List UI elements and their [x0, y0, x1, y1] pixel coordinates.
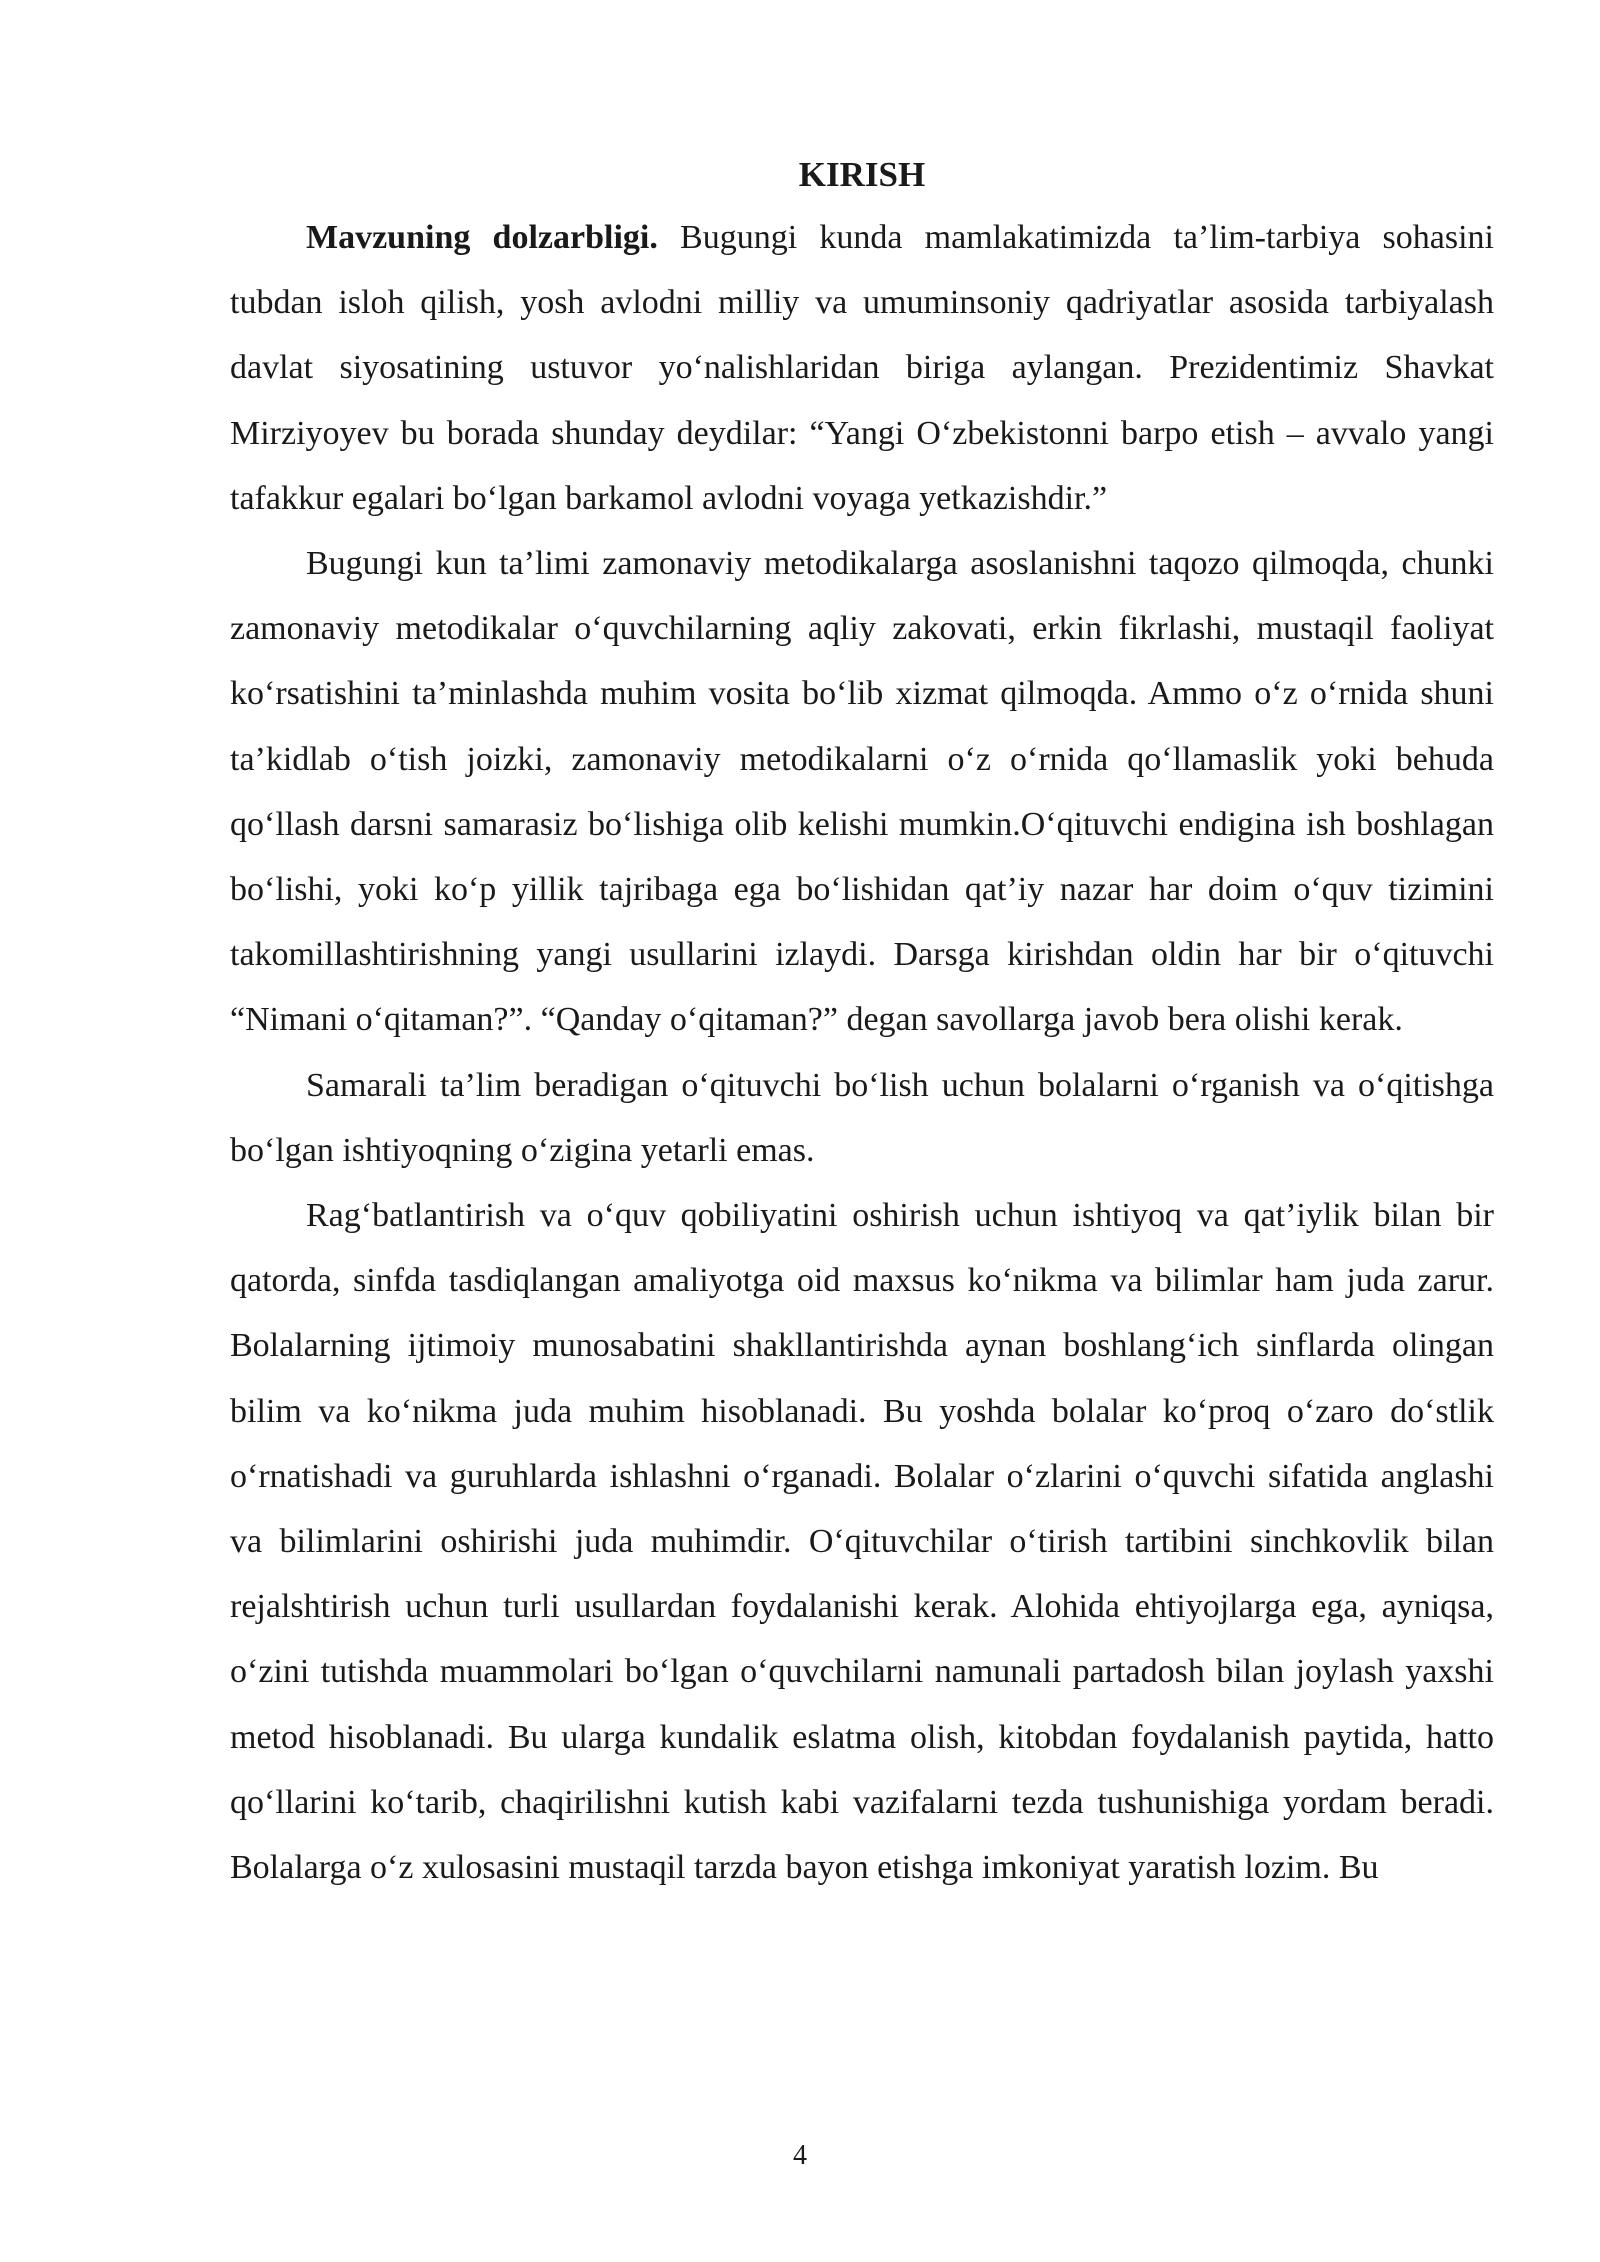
paragraph-text: Rag‘batlantirish va o‘quv qobiliyatini oshirish uchun ishtiyoq va qat’iylik bilan bir qatorda, sinfda tasdiqlangan amaliyotga oid maxsus ko‘nikma va bilimlar ham juda zarur. Bolalarning ijtimoiy munosabatini shakllantirishda aynan boshlang‘ich sinflarda olingan bilim va ko‘nikma juda muhim hisoblanadi. Bu yoshda bolalar ko‘proq o‘zaro do‘stlik o‘rnatishadi va guruhlarda ishlashni o‘rganadi. Bolalar o‘zlarini o‘quvchi sifatida anglashi va bilimlarini oshirishi juda muhimdir. O‘qituvchilar o‘tirish tartibini sinchkovlik bilan rejalshtirish uchun turli usullardan foydalanishi kerak. Alohida ehtiyojlarga ega, ayniqsa, o‘zini tutishda muammolari bo‘lgan o‘quvchilarni namunali partadosh bilan joylash yaxshi metod hisoblanadi. Bu ularga kundalik eslatma olish, kitobdan foydalanish paytida, hatto qo‘llarini ko‘tarib, chaqirilishni kutish kabi vazifalarni tezda tushunishiga yordam beradi. Bolalarga o‘z xulosasini mustaqil tarzda bayon etishga imkoniyat yaratish lozim. Bu [230, 1197, 1494, 1887]
section-title: KIRISH [798, 155, 926, 194]
paragraph-text: Bugungi kun ta’limi zamonaviy metodikalarga asoslanishni taqozo qilmoqda, chunki zamonaviy metodikalar o‘quvchilarning aqliy zakovati, erkin fikrlashi, mustaqil faoliyat ko‘rsatishini ta’minlashda muhim vosita bo‘lib xizmat qilmoqda. Ammo o‘z o‘rnida shuni ta’kidlab o‘tish joizki, zamonaviy metodikalarni o‘z o‘rnida qo‘llamaslik yoki behuda qo‘llash darsni samarasiz bo‘lishiga olib kelishi mumkin.O‘qituvchi endigina ish boshlagan bo‘lishi, yoki ko‘p yillik tajribaga ega bo‘lishidan qat’iy nazar har doim o‘quv tizimini takomillashtirishning yangi usullarini izlaydi. Darsga kirishdan oldin har bir o‘qituvchi “Nimani o‘qitaman?”. “Qanday o‘qitaman?” degan savollarga javob bera olishi kerak. [230, 545, 1494, 1039]
paragraph-modern-methods [230, 531, 1494, 1053]
paragraph-motivation [230, 1183, 1494, 1900]
page-number: 4 [793, 2140, 807, 2171]
paragraph-text: Samarali ta’lim beradigan o‘qituvchi bo‘lish uchun bolalarni o‘rganish va o‘qitishga bo‘lgan ishtiyoqning o‘zigina yetarli emas. [230, 1066, 1494, 1169]
paragraph-relevance [230, 205, 1494, 531]
paragraph-effective-teacher [230, 1053, 1494, 1183]
page-content [230, 145, 1494, 1900]
paragraph-text: Bugungi kunda mamlakatimizda ta’lim-tarbiya sohasini tubdan isloh qilish, yosh avlodni milliy va umuminsoniy qadriyatlar asosida tarbiyalash davlat siyosatining ustuvor yo‘nalishlaridan biriga aylangan. Prezidentimiz Shavkat Mirziyoyev bu borada shunday deydilar: “Yangi O‘zbekistonni barpo etish – avvalo yangi tafakkur egalari bo‘lgan barkamol avlodni voyaga yetkazishdir.” [230, 219, 1495, 517]
paragraph-lead: Mavzuning dolzarbligi. [306, 219, 658, 256]
